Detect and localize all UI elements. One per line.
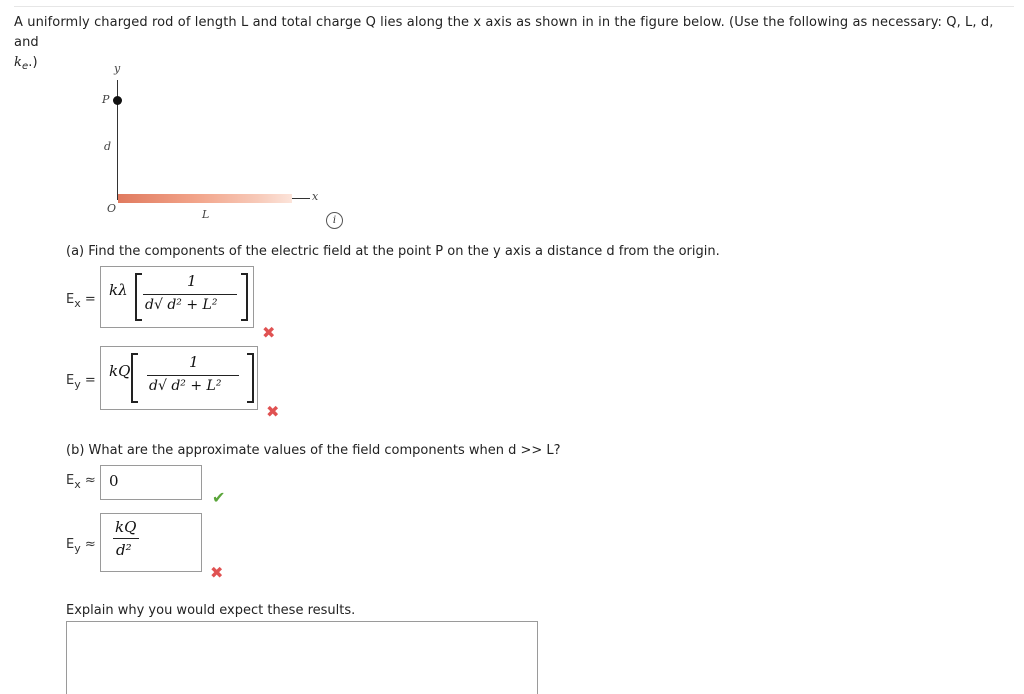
bey-label-rel: ≈ (84, 537, 96, 552)
prompt-ke-sub: e (21, 61, 29, 72)
ey-denominator: d√ d² + L² (149, 378, 222, 394)
bey-denominator: d² (116, 541, 132, 559)
ey-fraction-bar (147, 375, 239, 376)
x-axis (292, 198, 310, 199)
ex-prefix: kλ (109, 281, 128, 299)
part-b-question: (b) What are the approximate values of the field components when d >> L? (66, 443, 561, 458)
figure-y-label: y (114, 62, 121, 75)
bey-fraction-bar (113, 538, 139, 539)
ey-incorrect-icon: ✖ (266, 402, 280, 421)
bey-label-letter: E (66, 537, 75, 552)
explain-textarea[interactable] (66, 621, 538, 694)
bex-value: 0 (109, 472, 119, 490)
charged-rod (118, 194, 292, 203)
bey-label-sub: y (74, 542, 81, 555)
part-a-question: (a) Find the components of the electric field at the point P on the y axis a distance d from the origin. (66, 244, 720, 259)
ex-label-letter: E (66, 292, 75, 307)
bex-label-sub: x (74, 478, 81, 491)
figure-d-label: d (104, 140, 112, 153)
ex-label-sub: x (74, 297, 81, 310)
part-a-ex-input[interactable] (100, 266, 254, 328)
ex-right-bracket (241, 273, 248, 321)
part-b-ex-input[interactable] (100, 465, 202, 500)
part-a-ex-label (66, 292, 96, 310)
ey-prefix: kQ (109, 362, 131, 380)
part-a-ey-label (66, 373, 96, 391)
ex-fraction-bar (143, 294, 237, 295)
bex-label-rel: ≈ (84, 473, 96, 488)
ex-denominator: d√ d² + L² (145, 297, 218, 313)
rod-figure (96, 60, 356, 230)
point-p-dot (113, 96, 122, 105)
figure-p-label: P (102, 93, 110, 106)
figure-l-label: L (202, 208, 210, 221)
bey-incorrect-icon: ✖ (210, 563, 224, 582)
explain-prompt: Explain why you would expect these results. (66, 603, 356, 618)
ex-label-rel: = (84, 292, 96, 307)
info-icon[interactable]: i (326, 212, 343, 229)
ey-numerator: 1 (189, 353, 199, 371)
ey-left-bracket (131, 353, 138, 403)
part-b-ex-label (66, 473, 96, 491)
part-a-ey-input[interactable] (100, 346, 258, 410)
bey-numerator: kQ (115, 518, 137, 536)
ex-numerator: 1 (187, 272, 197, 290)
ex-incorrect-icon: ✖ (262, 323, 276, 342)
ey-label-rel: = (84, 373, 96, 388)
part-b-ey-input[interactable] (100, 513, 202, 572)
ex-left-bracket (135, 273, 142, 321)
part-b-ey-label (66, 537, 96, 555)
ey-label-letter: E (66, 373, 75, 388)
bex-correct-icon: ✔ (212, 488, 226, 507)
ey-label-sub: y (74, 378, 81, 391)
figure-x-label: x (312, 190, 319, 203)
ey-right-bracket (247, 353, 254, 403)
bex-label-letter: E (66, 473, 75, 488)
prompt-ke: k (14, 55, 22, 70)
prompt-text: A uniformly charged rod of length L and total charge Q lies along the x axis as shown in in the figure below. (Use the following as necessary: Q, L, d, and (14, 15, 994, 50)
top-divider (14, 6, 1014, 7)
prompt-ke-suffix: .) (28, 55, 38, 70)
figure-o-label: O (107, 202, 117, 215)
